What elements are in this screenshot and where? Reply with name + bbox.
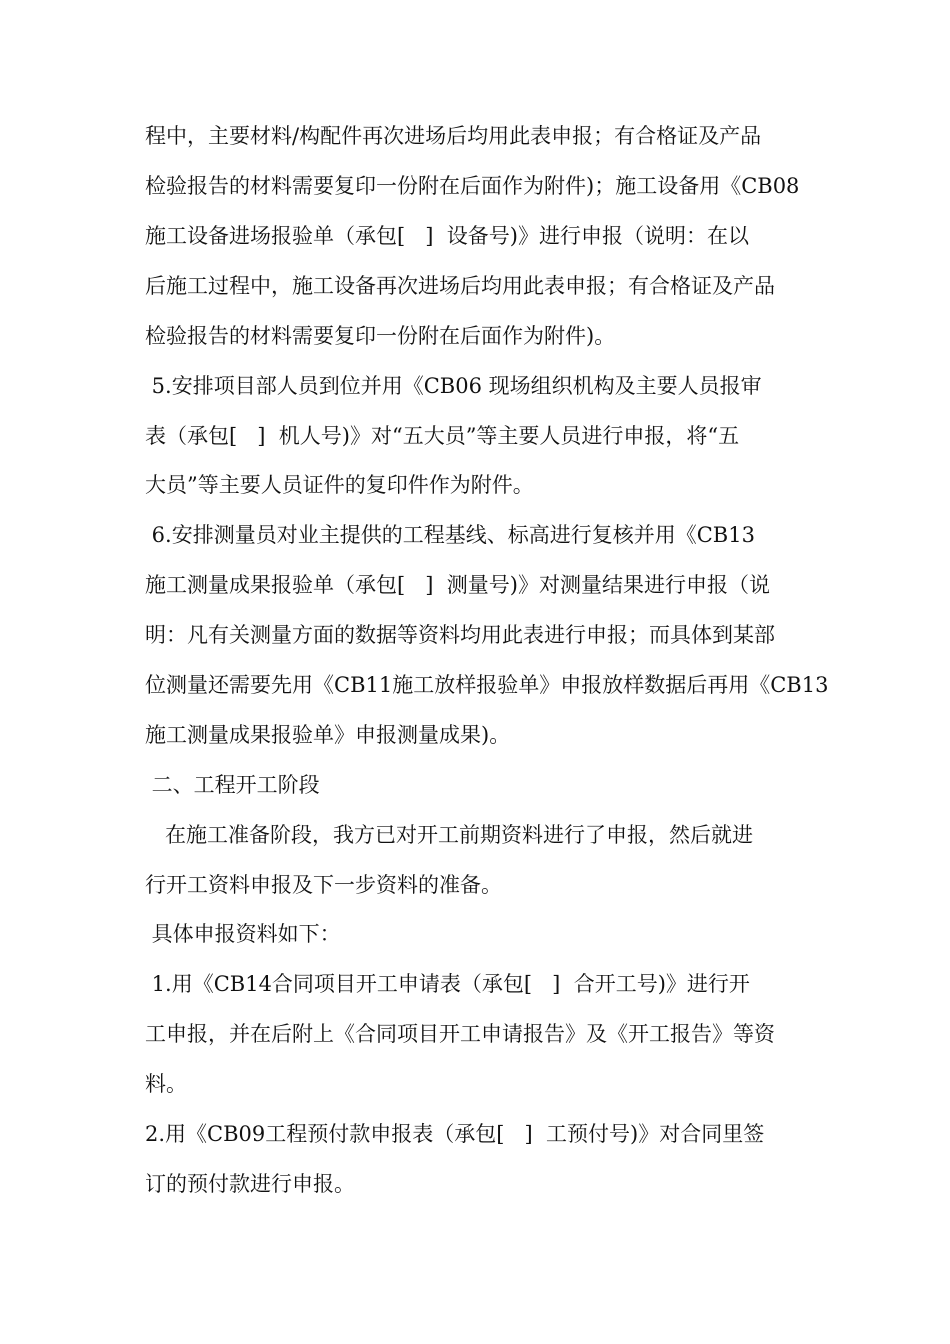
text-line: 行开工资料申报及下一步资料的准备。 [145,873,502,897]
text-line: 表（承包[ ] 机人号)》对“五大员”等主要人员进行申报，将“五 [145,424,740,448]
text-line: 检验报告的材料需要复印一份附在后面作为附件)；施工设备用《CB08 [145,174,800,198]
text-line: 6.安排测量员对业主提供的工程基线、标高进行复核并用《CB13 [145,523,755,547]
text-line: 具体申报资料如下： [145,922,341,946]
text-line: 后施工过程中，施工设备再次进场后均用此表申报；有合格证及产品 [145,274,775,298]
text-line: 5.安排项目部人员到位并用《CB06 现场组织机构及主要人员报审 [145,374,762,398]
text-line: 施工测量成果报验单（承包[ ] 测量号)》对测量结果进行申报（说 [145,573,770,597]
text-line: 位测量还需要先用《CB11施工放样报验单》申报放样数据后再用《CB13 [145,673,829,697]
text-line: 检验报告的材料需要复印一份附在后面作为附件)。 [145,324,616,348]
text-line: 料。 [145,1072,187,1096]
text-line: 1.用《CB14合同项目开工申请表（承包[ ] 合开工号)》进行开 [145,972,750,996]
text-line: 订的预付款进行申报。 [145,1172,355,1196]
text-line: 工申报，并在后附上《合同项目开工申请报告》及《开工报告》等资 [145,1022,775,1046]
text-line: 施工设备进场报验单（承包[ ] 设备号)》进行申报（说明：在以 [145,224,749,248]
text-line: 程中，主要材料/构配件再次进场后均用此表申报；有合格证及产品 [145,124,762,148]
text-line: 2.用《CB09工程预付款申报表（承包[ ] 工预付号)》对合同里签 [145,1122,765,1146]
text-line: 明：凡有关测量方面的数据等资料均用此表进行申报；而具体到某部 [145,623,775,647]
text-line: 大员”等主要人员证件的复印件作为附件。 [145,473,534,497]
text-line: 在施工准备阶段，我方已对开工前期资料进行了申报，然后就进 [145,823,754,847]
text-line: 施工测量成果报验单》申报测量成果)。 [145,723,511,747]
section-heading: 二、工程开工阶段 [145,773,320,797]
